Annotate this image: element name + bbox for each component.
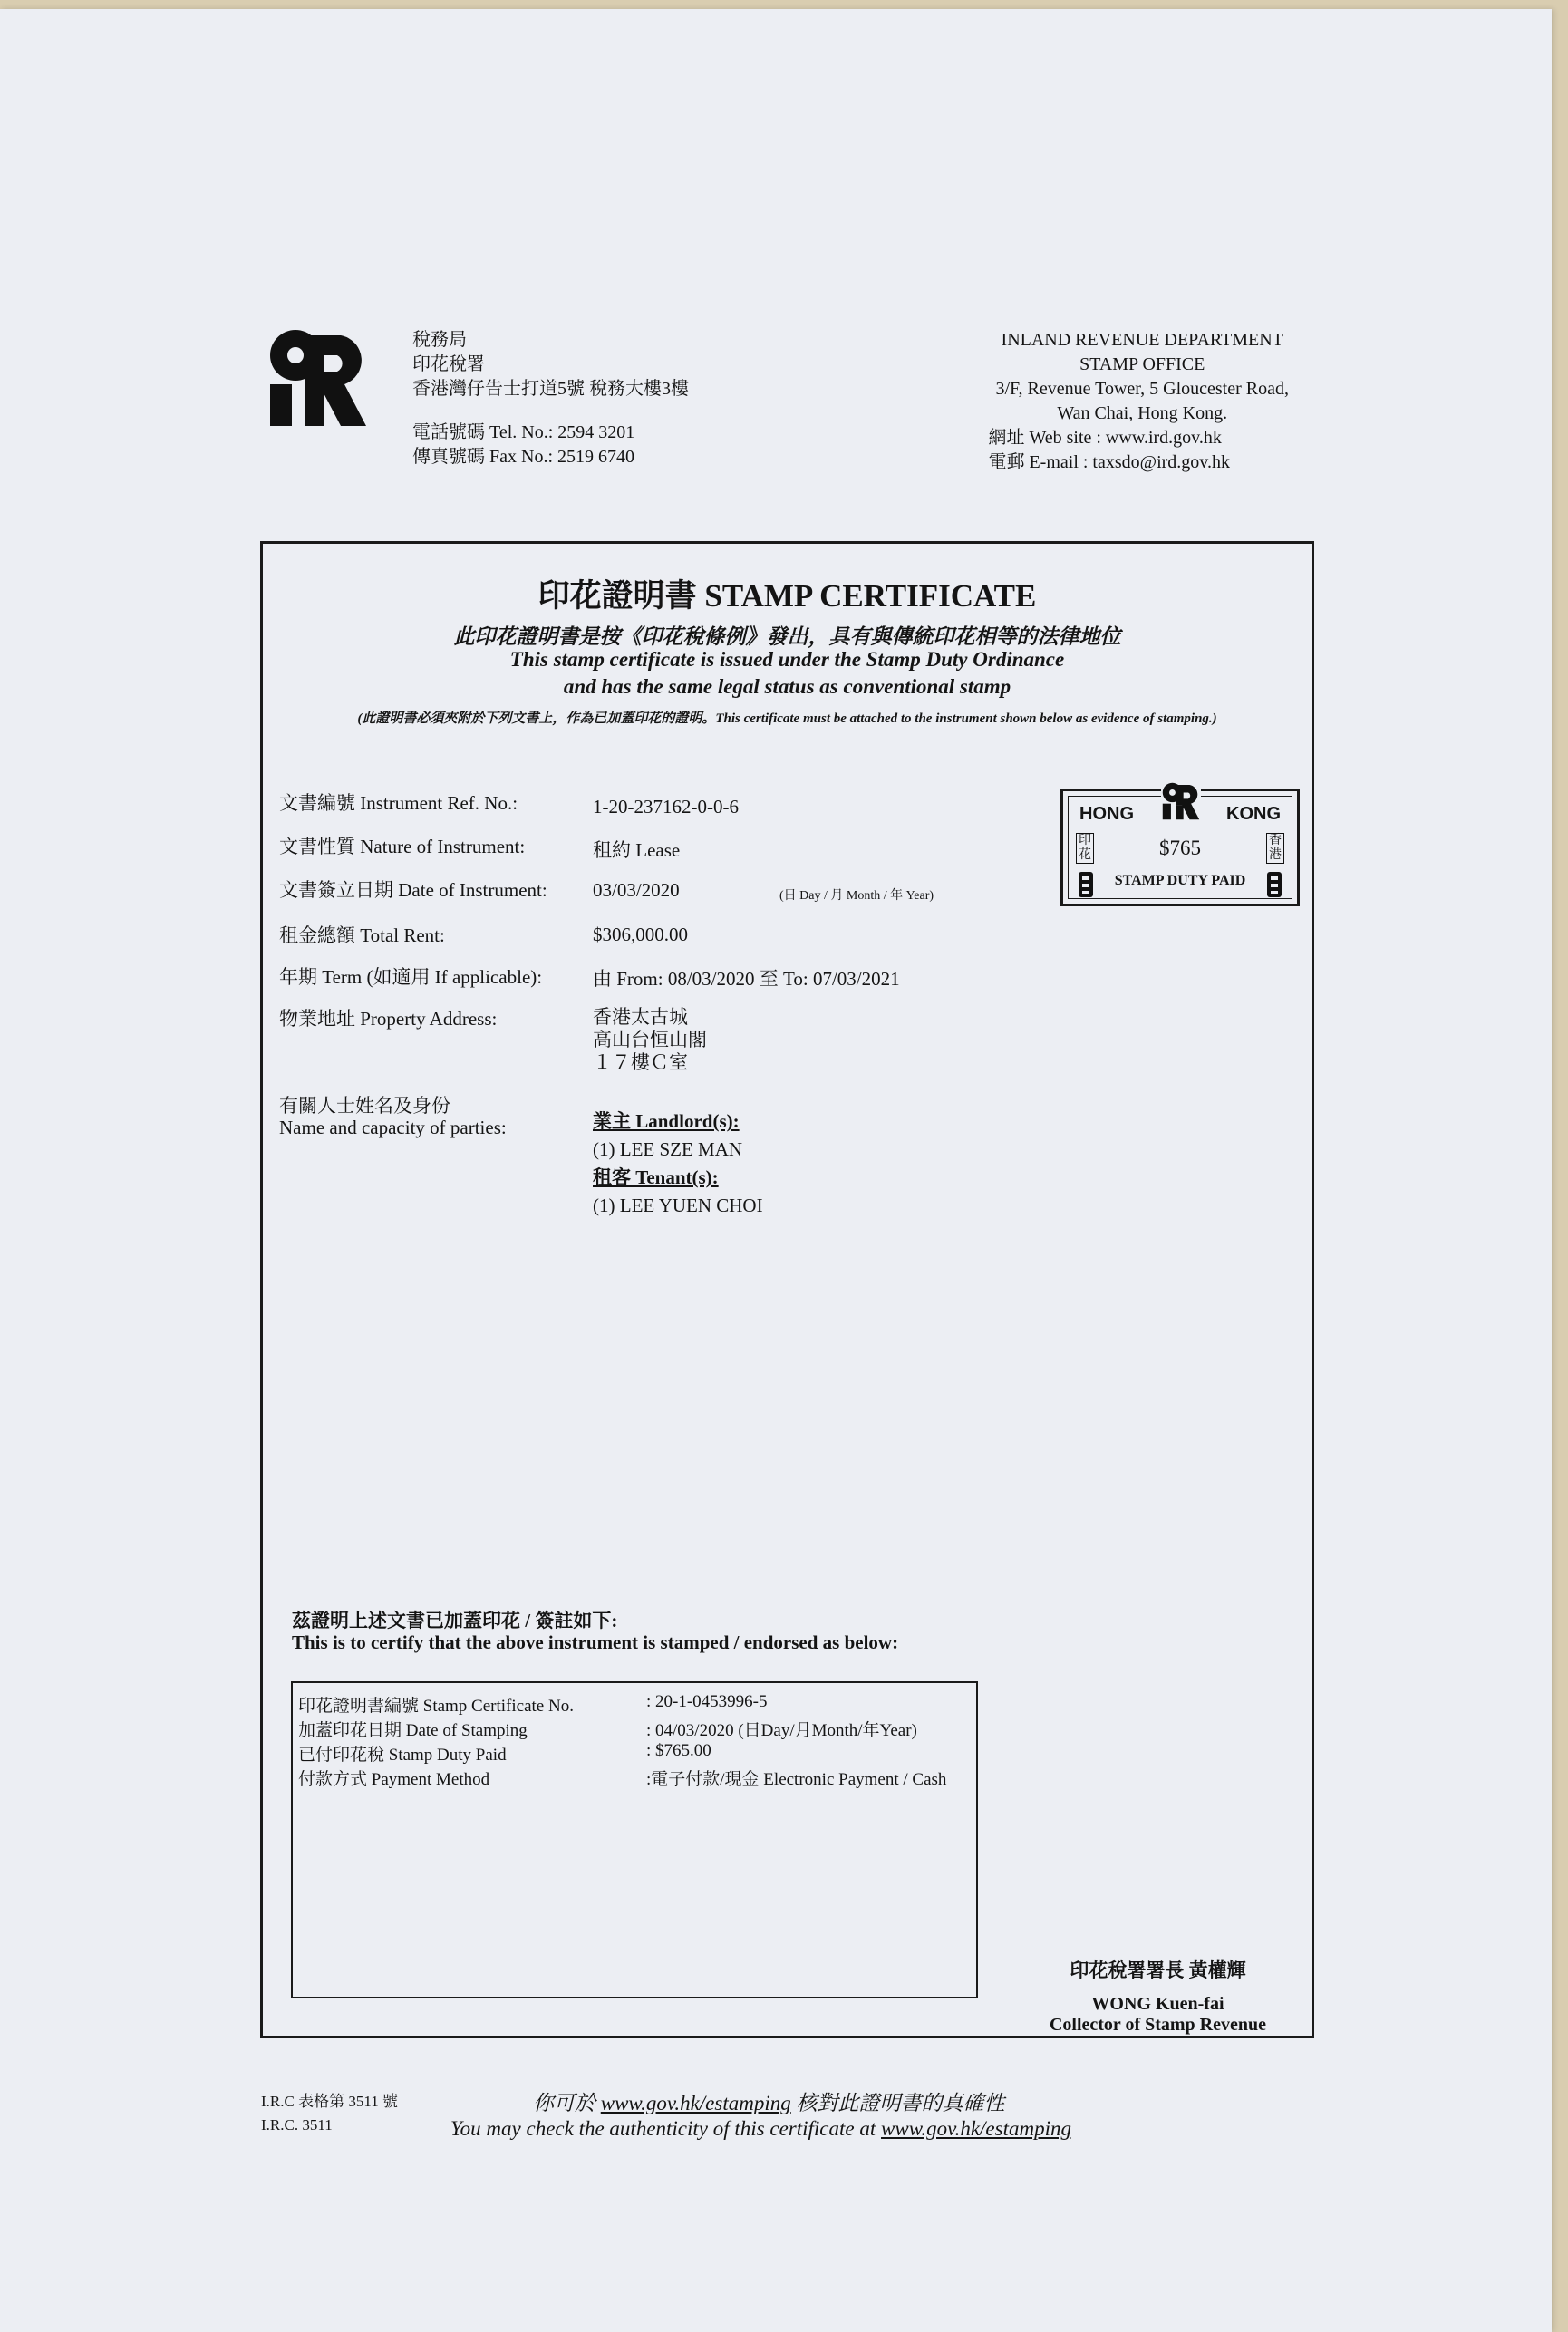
subtitle-en-2: and has the same legal status as conventional stamp [563,675,1011,698]
dept-en: INLAND REVENUE DEPARTMENT [1001,330,1283,350]
office-en: STAMP OFFICE [1079,354,1205,374]
address-line-3: １７樓Ｃ室 [593,1051,688,1073]
stamp-side-left: 印花 [1076,833,1094,864]
cert-no-value: : 20-1-0453996-5 [646,1692,768,1711]
stamp-seal-right-icon [1264,871,1284,898]
payment-method-value: :電子付款/現金 Electronic Payment / Cash [646,1770,947,1789]
verify-zh-post: 核對此證明書的真確性 [790,2092,1005,2114]
collector-block [1050,1956,1266,2036]
stamp-duty-paid-stamp [1060,789,1300,906]
verify-url-link-zh[interactable]: www.gov.hk/estamping [600,2092,791,2114]
date-value: 03/03/2020 [593,879,680,901]
address-label: 物業地址 Property Address: [279,1008,498,1030]
nature-label: 文書性質 Nature of Instrument: [279,836,526,857]
certificate-page [0,9,1552,2332]
verify-url-link-en[interactable]: www.gov.hk/estamping [881,2117,1071,2140]
subtitle-en-1: This stamp certificate is issued under the Stamp Duty Ordinance [509,648,1065,671]
rent-value: $306,000.00 [593,924,688,945]
ird-logo-icon [268,328,368,428]
ref-value: 1-20-237162-0-0-6 [593,796,739,818]
duty-paid-value: : $765.00 [646,1741,711,1760]
form-number-en: I.R.C. 3511 [261,2116,333,2134]
landlord-heading: 業主 Landlord(s): [593,1110,740,1132]
subtitle-zh: 此印花證明書是按《印花稅條例》發出，具有與傳統印花相等的法律地位 [453,625,1121,648]
stamp-word-hong: HONG [1079,804,1134,824]
landlord-item: (1) LEE SZE MAN [593,1138,743,1160]
parties-label [279,1095,507,1138]
collector-title-en: Collector of Stamp Revenue [1049,2015,1266,2035]
verify-en-pre: You may check the authenticity of this certificate at [450,2117,882,2140]
fax-number: 傳真號碼 Fax No.: 2519 6740 [412,447,634,467]
collector-title-zh: 印花稅署署長 黃權輝 [1070,1959,1246,1981]
cert-no-label: 印花證明書編號 Stamp Certificate No. [298,1697,574,1716]
header-right [988,328,1289,475]
certificate-title: 印花證明書 STAMP CERTIFICATE [537,578,1037,614]
certify-en: This is to certify that the above instrument is stamped / endorsed as below: [292,1631,899,1653]
address-line-1: 香港太古城 [593,1006,688,1028]
address-en-1: 3/F, Revenue Tower, 5 Gloucester Road, [995,379,1289,399]
dept-zh: 稅務局 [412,330,467,350]
date-format: (日 Day / 月 Month / 年 Year) [779,889,934,903]
stamping-details-box [291,1681,978,1998]
address-zh: 香港灣仔告士打道5號 稅務大樓3樓 [412,379,689,399]
address-line-2: 高山台恒山閣 [593,1029,707,1050]
parties-list [593,1108,763,1220]
stamping-date-label: 加蓋印花日期 Date of Stamping [298,1721,528,1740]
collector-name-en: WONG Kuen-fai [1091,1994,1224,2014]
tenant-item: (1) LEE YUEN CHOI [593,1195,763,1216]
header-left [412,328,689,469]
rent-label: 租金總額 Total Rent: [279,924,445,946]
stamp-seal-left-icon [1076,871,1096,898]
parties-label-en: Name and capacity of parties: [279,1117,507,1138]
certificate-frame [260,541,1314,2038]
verify-line-en [450,2117,1071,2141]
stamp-word-kong: KONG [1226,804,1281,824]
certify-zh: 茲證明上述文書已加蓋印花 / 簽註如下: [292,1610,618,1631]
form-number-zh: I.R.C 表格第 3511 號 [261,2093,398,2110]
duty-paid-label: 已付印花稅 Stamp Duty Paid [298,1746,507,1765]
stamp-side-right: 香港 [1266,833,1284,864]
stamp-caption: STAMP DUTY PAID [1114,873,1246,888]
attachment-note: (此證明書必須夾附於下列文書上，作為已加蓋印花的證明。This certificate must be attached to the instrument shown below as evidence of stamping.) [357,711,1217,726]
verify-line-zh [533,2086,1004,2116]
stamp-amount: $765 [1159,837,1201,859]
term-value: 由 From: 08/03/2020 至 To: 07/03/2021 [593,968,900,990]
office-zh: 印花稅署 [412,354,485,374]
stamp-ird-logo-icon [1161,782,1201,820]
tel-number: 電話號碼 Tel. No.: 2594 3201 [412,422,635,442]
form-number [261,2090,398,2137]
email: 電郵 E-mail : taxsdo@ird.gov.hk [988,452,1230,472]
ref-label: 文書編號 Instrument Ref. No.: [279,792,518,814]
parties-label-zh: 有關人士姓名及身份 [279,1095,450,1117]
address-en-2: Wan Chai, Hong Kong. [1057,403,1228,423]
tenant-heading: 租客 Tenant(s): [593,1166,719,1188]
term-label: 年期 Term (如適用 If applicable): [279,966,543,988]
stamping-date-value: : 04/03/2020 (日Day/月Month/年Year) [646,1721,917,1740]
website: 網址 Web site : www.ird.gov.hk [988,428,1222,448]
nature-value: 租約 Lease [593,839,681,861]
property-address [593,1006,707,1074]
date-label: 文書簽立日期 Date of Instrument: [279,879,547,901]
payment-method-label: 付款方式 Payment Method [298,1770,490,1789]
verify-zh-pre: 你可於 [533,2092,601,2114]
